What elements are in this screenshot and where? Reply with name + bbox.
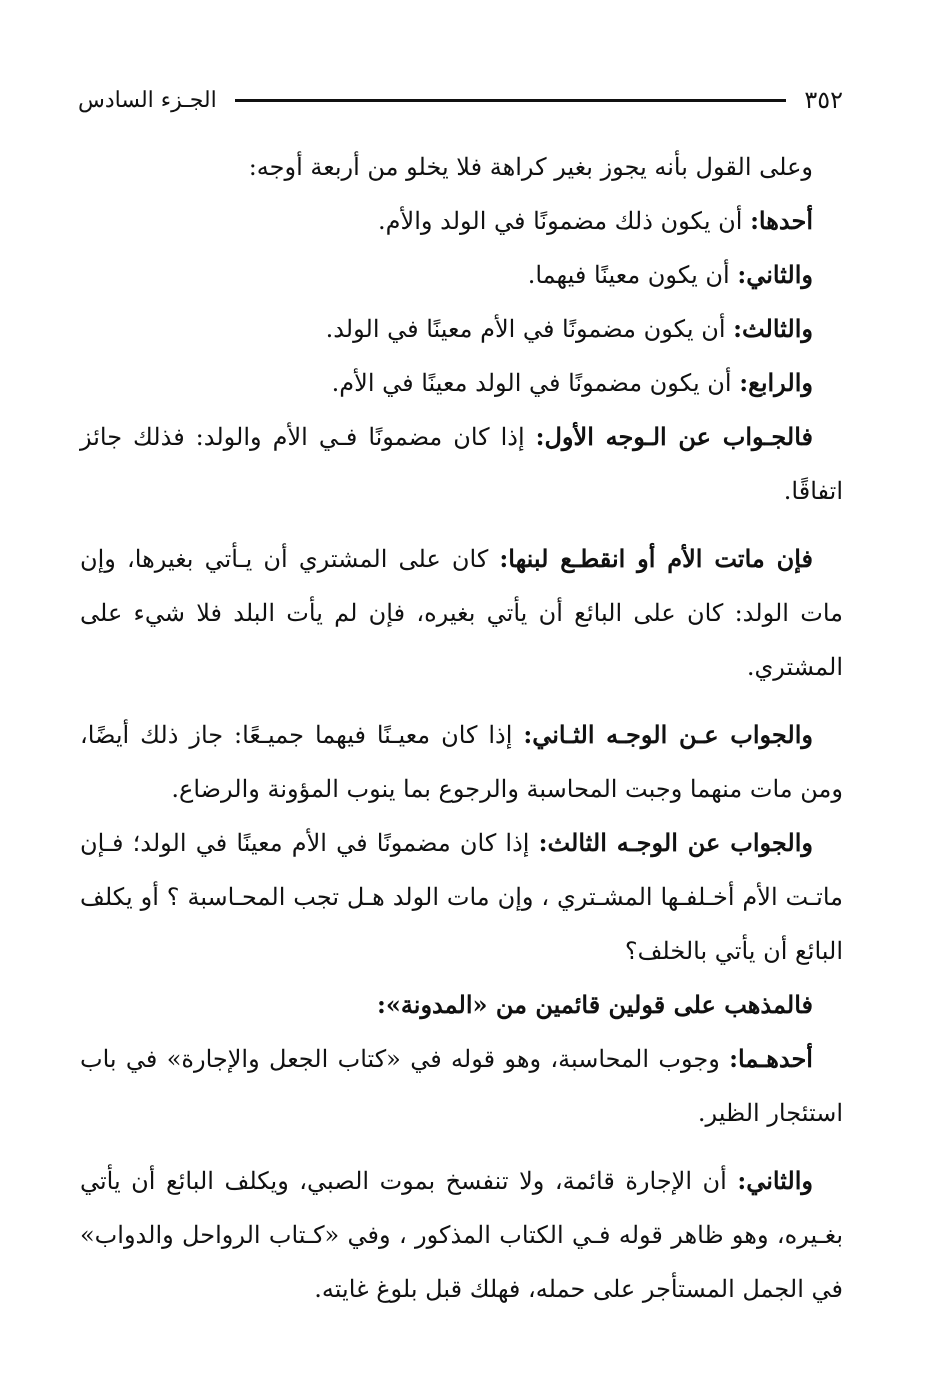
paragraph-text: أن يكون مضمونًا في الولد معينًا في الأم. [331,369,732,397]
paragraph-text: وجوب المحاسبة، وهو قوله في «كتاب الجعل والإجارة» في باب استئجار الظير. [80,1045,843,1127]
paragraph [80,816,843,978]
paragraph [80,194,843,248]
paragraph-lead: أحدها: [750,206,813,235]
paragraph [80,1154,843,1316]
paragraph [80,1032,843,1140]
paragraph-lead: فالمذهب على قولين قائمين من «المدونة»: [377,990,813,1019]
paragraph [80,302,843,356]
paragraph-text: أن يكون ذلك مضمونًا في الولد والأم. [378,207,743,235]
paragraph-lead: والثالث: [733,314,813,343]
paragraph-lead: أحدهـما: [729,1044,813,1073]
page-header [78,80,843,120]
paragraph-lead: والجواب عـن الوجـه الثـاني: [523,720,813,749]
paragraph-lead: فإن ماتت الأم أو انقطـع لبنها: [499,544,814,573]
paragraph-lead: والجواب عن الوجـه الثالث: [538,828,813,857]
paragraph-lead: والثاني: [737,1166,813,1195]
paragraph [80,978,843,1032]
paragraph [80,410,843,518]
paragraph-text: إذا كان مضمونًا فـي الأم والولد: فذلك جائز اتفاقًا. [80,423,843,505]
paragraph-text: إذا كان معيـنًا فيهما جميـعًا: جاز ذلك أيضًا، ومن مات منهما وجبت المحاسبة والرجوع بما ينوب المؤونة والرضاع. [80,721,843,803]
paragraph-text: أن يكون معينًا فيهما. [527,261,730,289]
paragraph-lead: فالجـواب عن الـوجه الأول: [535,422,814,451]
paragraph [80,532,843,694]
body-text [80,140,843,1316]
page-number: ٣٥٢ [804,86,843,114]
paragraph [80,708,843,816]
paragraph-text: أن يكون مضمونًا في الأم معينًا في الولد. [325,315,726,343]
paragraph [80,248,843,302]
paragraph-text: كان على المشتري أن يـأتي بغيرها، وإن مات الولد: كان على البائع أن يأتي بغيره، فإن لم يأت البلد فلا شيء على المشتري. [80,545,843,681]
paragraph-text: أن الإجارة قائمة، ولا تنفسخ بموت الصبي، ويكلف البائع أن يأتي بغـيره، وهو ظاهر قوله فـي الكتاب المذكور ، وفي «كـتاب الرواحل والدواب» في الجمل المستأجر على حمله، فهلك قبل بلوغ غايته. [80,1167,843,1303]
paragraph-text: وعلى القول بأنه يجوز بغير كراهة فلا يخلو من أربعة أوجه: [248,153,813,181]
paragraph-text: إذا كان مضمونًا في الأم معينًا في الولد؛ فـإن ماتـت الأم أخـلفـها المشـتري ، وإن مات الولد هـل تجب المحـاسبة ؟ أو يكلف البائع أن يأتي بالخلف؟ [80,829,843,965]
header-rule [235,99,787,102]
part-title: الجـزء السادس [78,87,217,113]
paragraph [80,140,843,194]
paragraph [80,356,843,410]
paragraph-lead: والرابع: [739,368,813,397]
paragraph-lead: والثاني: [737,260,813,289]
